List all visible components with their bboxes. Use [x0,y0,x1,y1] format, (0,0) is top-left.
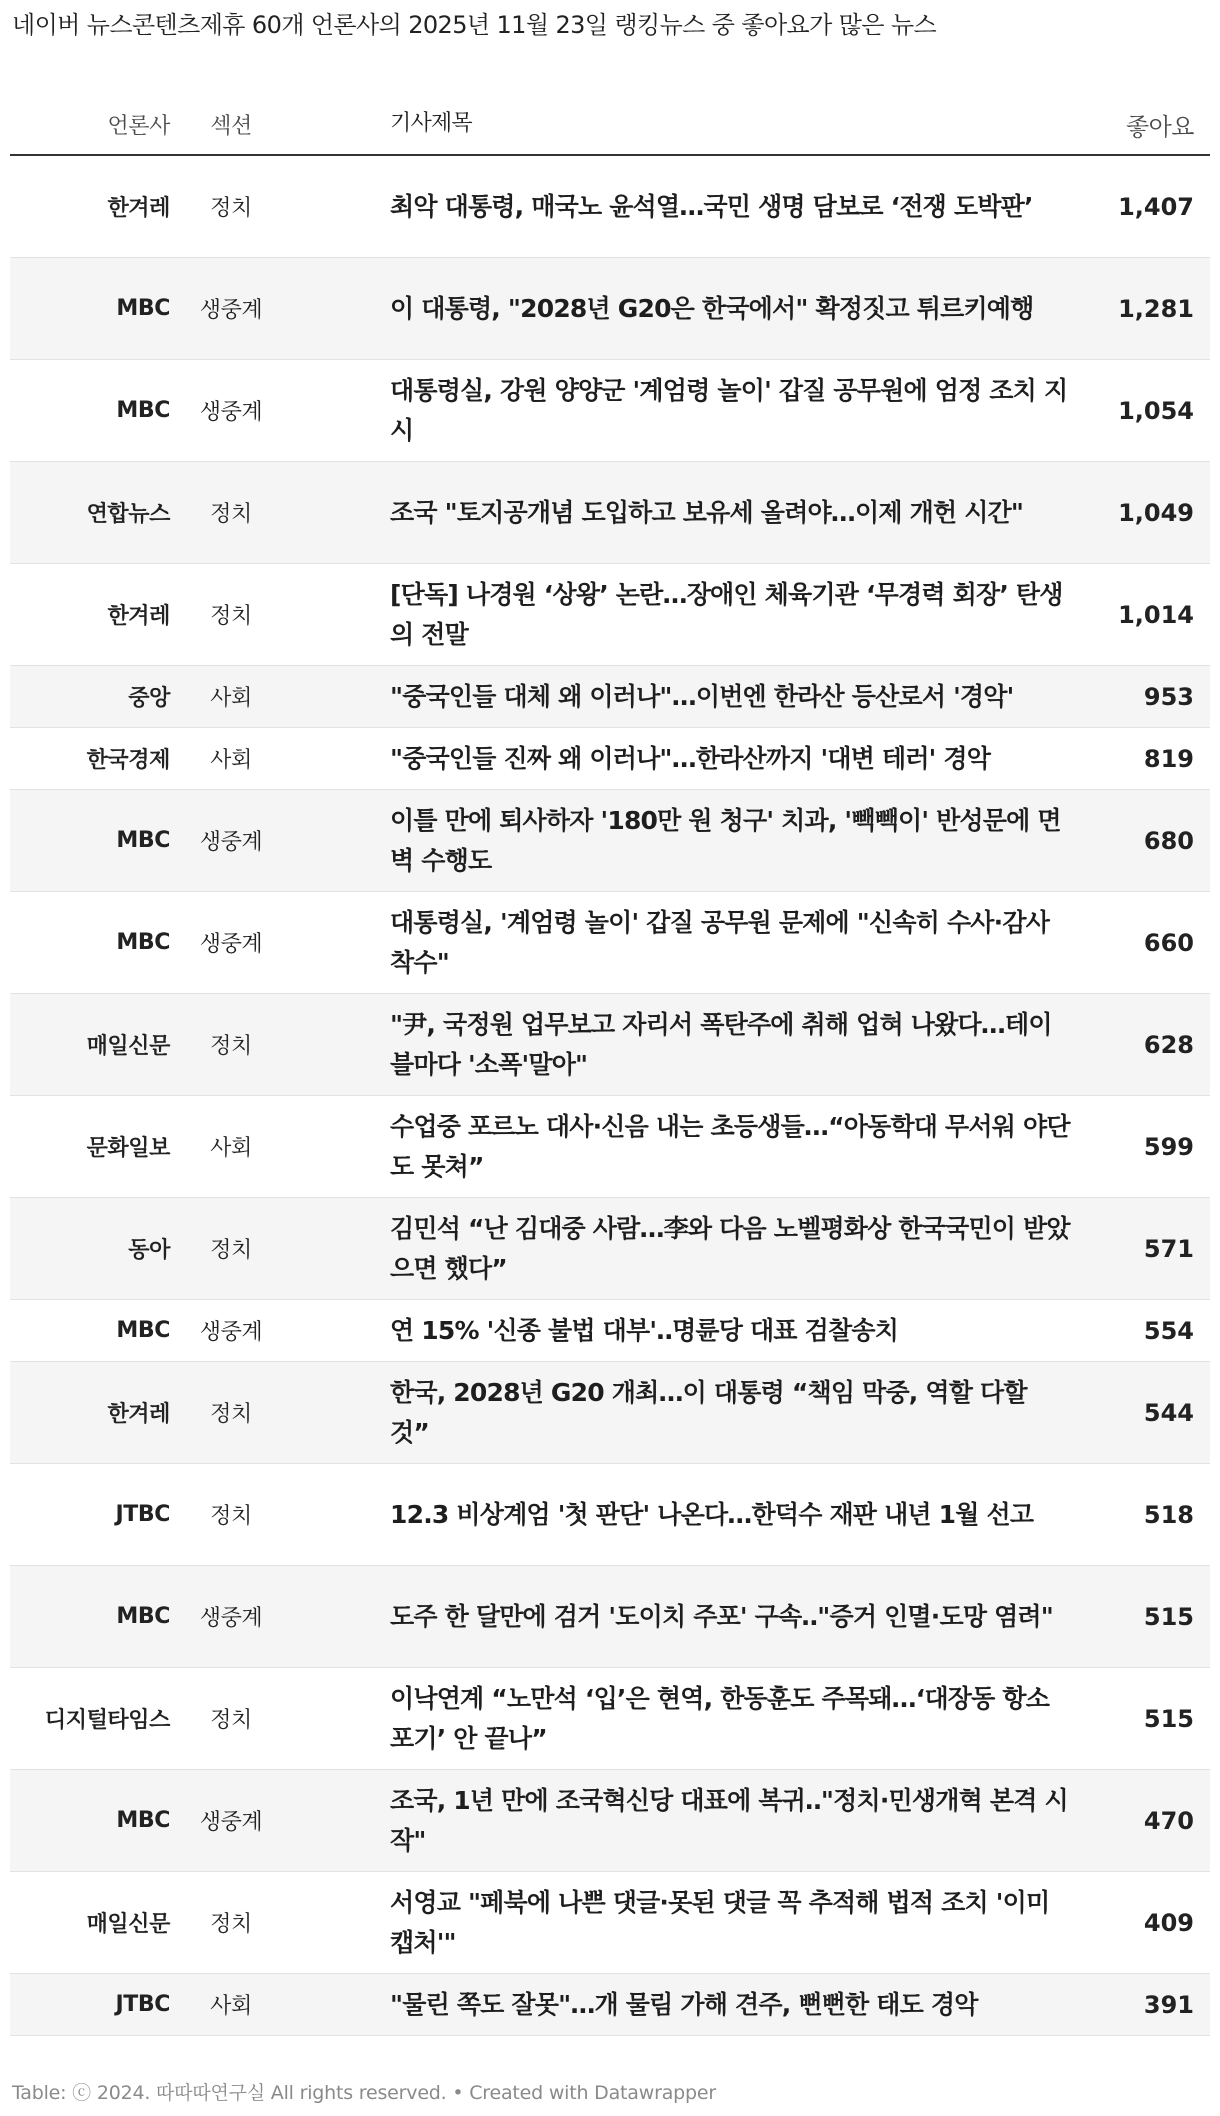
table-row [10,156,1210,258]
section-cell: 사회 [210,748,252,773]
section-cell: 정치 [210,1034,252,1059]
article-title-cell: 한국, 2028년 G20 개최…이 대통령 “책임 막중, 역할 다할 것” [390,1377,1027,1447]
table-row [10,1362,1210,1464]
table-row [10,564,1210,666]
table-row [10,258,1210,360]
table-row [10,1096,1210,1198]
likes-cell: 1,281 [1118,294,1194,323]
article-title-cell: 수업중 포르노 대사·신음 내는 초등생들…“아동학대 무서워 야단도 못쳐” [390,1111,1070,1181]
section-cell: 정치 [210,502,252,527]
section-cell: 사회 [210,1136,252,1161]
publisher-cell: MBC [116,398,170,423]
header-likes[interactable]: 좋아요 [1125,112,1194,141]
likes-cell: 391 [1143,1990,1194,2019]
article-title-cell: "중국인들 대체 왜 이러나"…이번엔 한라산 등산로서 '경악' [390,681,1014,711]
section-cell: 정치 [210,1238,252,1263]
publisher-cell: 한겨레 [107,604,170,629]
article-title-cell: 서영교 "페북에 나쁜 댓글·못된 댓글 꼭 추적해 법적 조치 '이미 캡처'" [390,1887,1050,1957]
article-title-cell: 이낙연계 “노만석 ‘입’은 현역, 한동훈도 주목돼…‘대장동 항소포기’ 안 끝나” [390,1683,1050,1753]
section-cell: 정치 [210,1504,252,1529]
likes-cell: 544 [1143,1398,1194,1427]
publisher-cell: MBC [116,1604,170,1629]
article-title-cell: 최악 대통령, 매국노 윤석열…국민 생명 담보로 ‘전쟁 도박판’ [390,191,1033,221]
article-title-cell: 이 대통령, "2028년 G20은 한국에서" 확정짓고 튀르키예행 [390,293,1034,323]
article-title-cell: 12.3 비상계엄 '첫 판단' 나온다…한덕수 재판 내년 1월 선고 [390,1499,1034,1529]
publisher-cell: JTBC [115,1992,170,2017]
likes-cell: 518 [1143,1500,1194,1529]
table-header [10,94,1210,156]
table-row [10,728,1210,790]
publisher-cell: 디지털타임스 [44,1708,170,1733]
article-title-cell: "중국인들 진짜 왜 이러나"…한라산까지 '대변 테러' 경악 [390,743,991,773]
likes-cell: 470 [1143,1806,1194,1835]
table-row [10,1566,1210,1668]
likes-cell: 660 [1143,928,1194,957]
likes-cell: 554 [1143,1316,1194,1345]
table-row [10,666,1210,728]
publisher-cell: 동아 [128,1238,170,1263]
article-title-cell: 이틀 만에 퇴사하자 '180만 원 청구' 치과, '빽빽이' 반성문에 면벽 수행도 [390,805,1061,875]
likes-cell: 628 [1143,1030,1194,1059]
likes-cell: 571 [1143,1234,1194,1263]
likes-cell: 409 [1143,1908,1194,1937]
header-section[interactable]: 섹션 [210,113,252,139]
table-title: 네이버 뉴스콘텐츠제휴 60개 언론사의 2025년 11월 23일 랭킹뉴스 중 좋아요가 많은 뉴스 [12,11,937,39]
article-title-cell: "尹, 국정원 업무보고 자리서 폭탄주에 취해 업혀 나왔다…테이블마다 '소폭'말아" [390,1009,1052,1079]
article-title-cell: 김민석 “난 김대중 사람…李와 다음 노벨평화상 한국국민이 받았으면 했다” [390,1213,1070,1283]
publisher-cell: MBC [116,296,170,321]
table-row [10,1974,1210,2036]
section-cell: 정치 [210,1402,252,1427]
likes-cell: 819 [1143,744,1194,773]
ranking-table [10,94,1210,2036]
table-row [10,1300,1210,1362]
publisher-cell: 문화일보 [86,1136,170,1161]
header-publisher[interactable]: 언론사 [107,113,170,139]
publisher-cell: 한국경제 [86,748,170,773]
section-cell: 사회 [210,686,252,711]
table-row [10,360,1210,462]
table-row [10,892,1210,994]
section-cell: 생중계 [199,830,263,855]
table-row [10,1770,1210,1872]
table-row [10,1464,1210,1566]
section-cell: 생중계 [199,1810,263,1835]
likes-cell: 1,054 [1118,396,1194,425]
table-row [10,1198,1210,1300]
section-cell: 생중계 [199,298,263,323]
publisher-cell: 한겨레 [107,1402,170,1427]
publisher-cell: MBC [116,828,170,853]
article-title-cell: 조국 "토지공개념 도입하고 보유세 올려야…이제 개헌 시간" [390,497,1024,527]
section-cell: 정치 [210,196,252,221]
section-cell: 정치 [210,1708,252,1733]
publisher-cell: 한겨레 [107,196,170,221]
likes-cell: 953 [1143,682,1194,711]
likes-cell: 515 [1143,1602,1194,1631]
publisher-cell: JTBC [115,1502,170,1527]
publisher-cell: 매일신문 [86,1034,170,1059]
section-cell: 생중계 [199,1606,263,1631]
article-title-cell: 조국, 1년 만에 조국혁신당 대표에 복귀‥"정치·민생개혁 본격 시작" [390,1785,1068,1855]
article-title-cell: [단독] 나경원 ‘상왕’ 논란…장애인 체육기관 ‘무경력 회장’ 탄생의 전말 [390,579,1063,649]
publisher-cell: MBC [116,1808,170,1833]
table-row [10,1668,1210,1770]
likes-cell: 1,407 [1118,192,1194,221]
header-article[interactable]: 기사제목 [390,111,472,136]
likes-cell: 599 [1143,1132,1194,1161]
section-cell: 생중계 [199,400,263,425]
likes-cell: 680 [1143,826,1194,855]
section-cell: 생중계 [199,1320,263,1345]
publisher-cell: 연합뉴스 [86,502,170,527]
publisher-cell: MBC [116,1318,170,1343]
article-title-cell: 대통령실, 강원 양양군 '계엄령 놀이' 갑질 공무원에 엄정 조치 지시 [390,375,1068,445]
table-row [10,790,1210,892]
article-title-cell: 도주 한 달만에 검거 '도이치 주포' 구속‥"증거 인멸·도망 염려" [390,1601,1054,1631]
likes-cell: 1,049 [1118,498,1194,527]
publisher-cell: MBC [116,930,170,955]
table-footer: Table: ⓒ 2024. 따따따연구실 All rights reserved. • Created with Datawrapper [12,2082,716,2104]
publisher-cell: 중앙 [128,686,170,711]
table-row [10,994,1210,1096]
section-cell: 정치 [210,1912,252,1937]
article-title-cell: 연 15% '신종 불법 대부'‥명륜당 대표 검찰송치 [390,1315,899,1345]
table-row [10,1872,1210,1974]
article-title-cell: "물린 쪽도 잘못"…개 물림 가해 견주, 뻔뻔한 태도 경악 [390,1989,978,2019]
table-body [10,156,1210,2036]
publisher-cell: 매일신문 [86,1912,170,1937]
section-cell: 정치 [210,604,252,629]
section-cell: 사회 [210,1994,252,2019]
article-title-cell: 대통령실, '계엄령 놀이' 갑질 공무원 문제에 "신속히 수사·감사 착수" [390,907,1050,977]
section-cell: 생중계 [199,932,263,957]
table-row [10,462,1210,564]
likes-cell: 1,014 [1118,600,1194,629]
likes-cell: 515 [1143,1704,1194,1733]
